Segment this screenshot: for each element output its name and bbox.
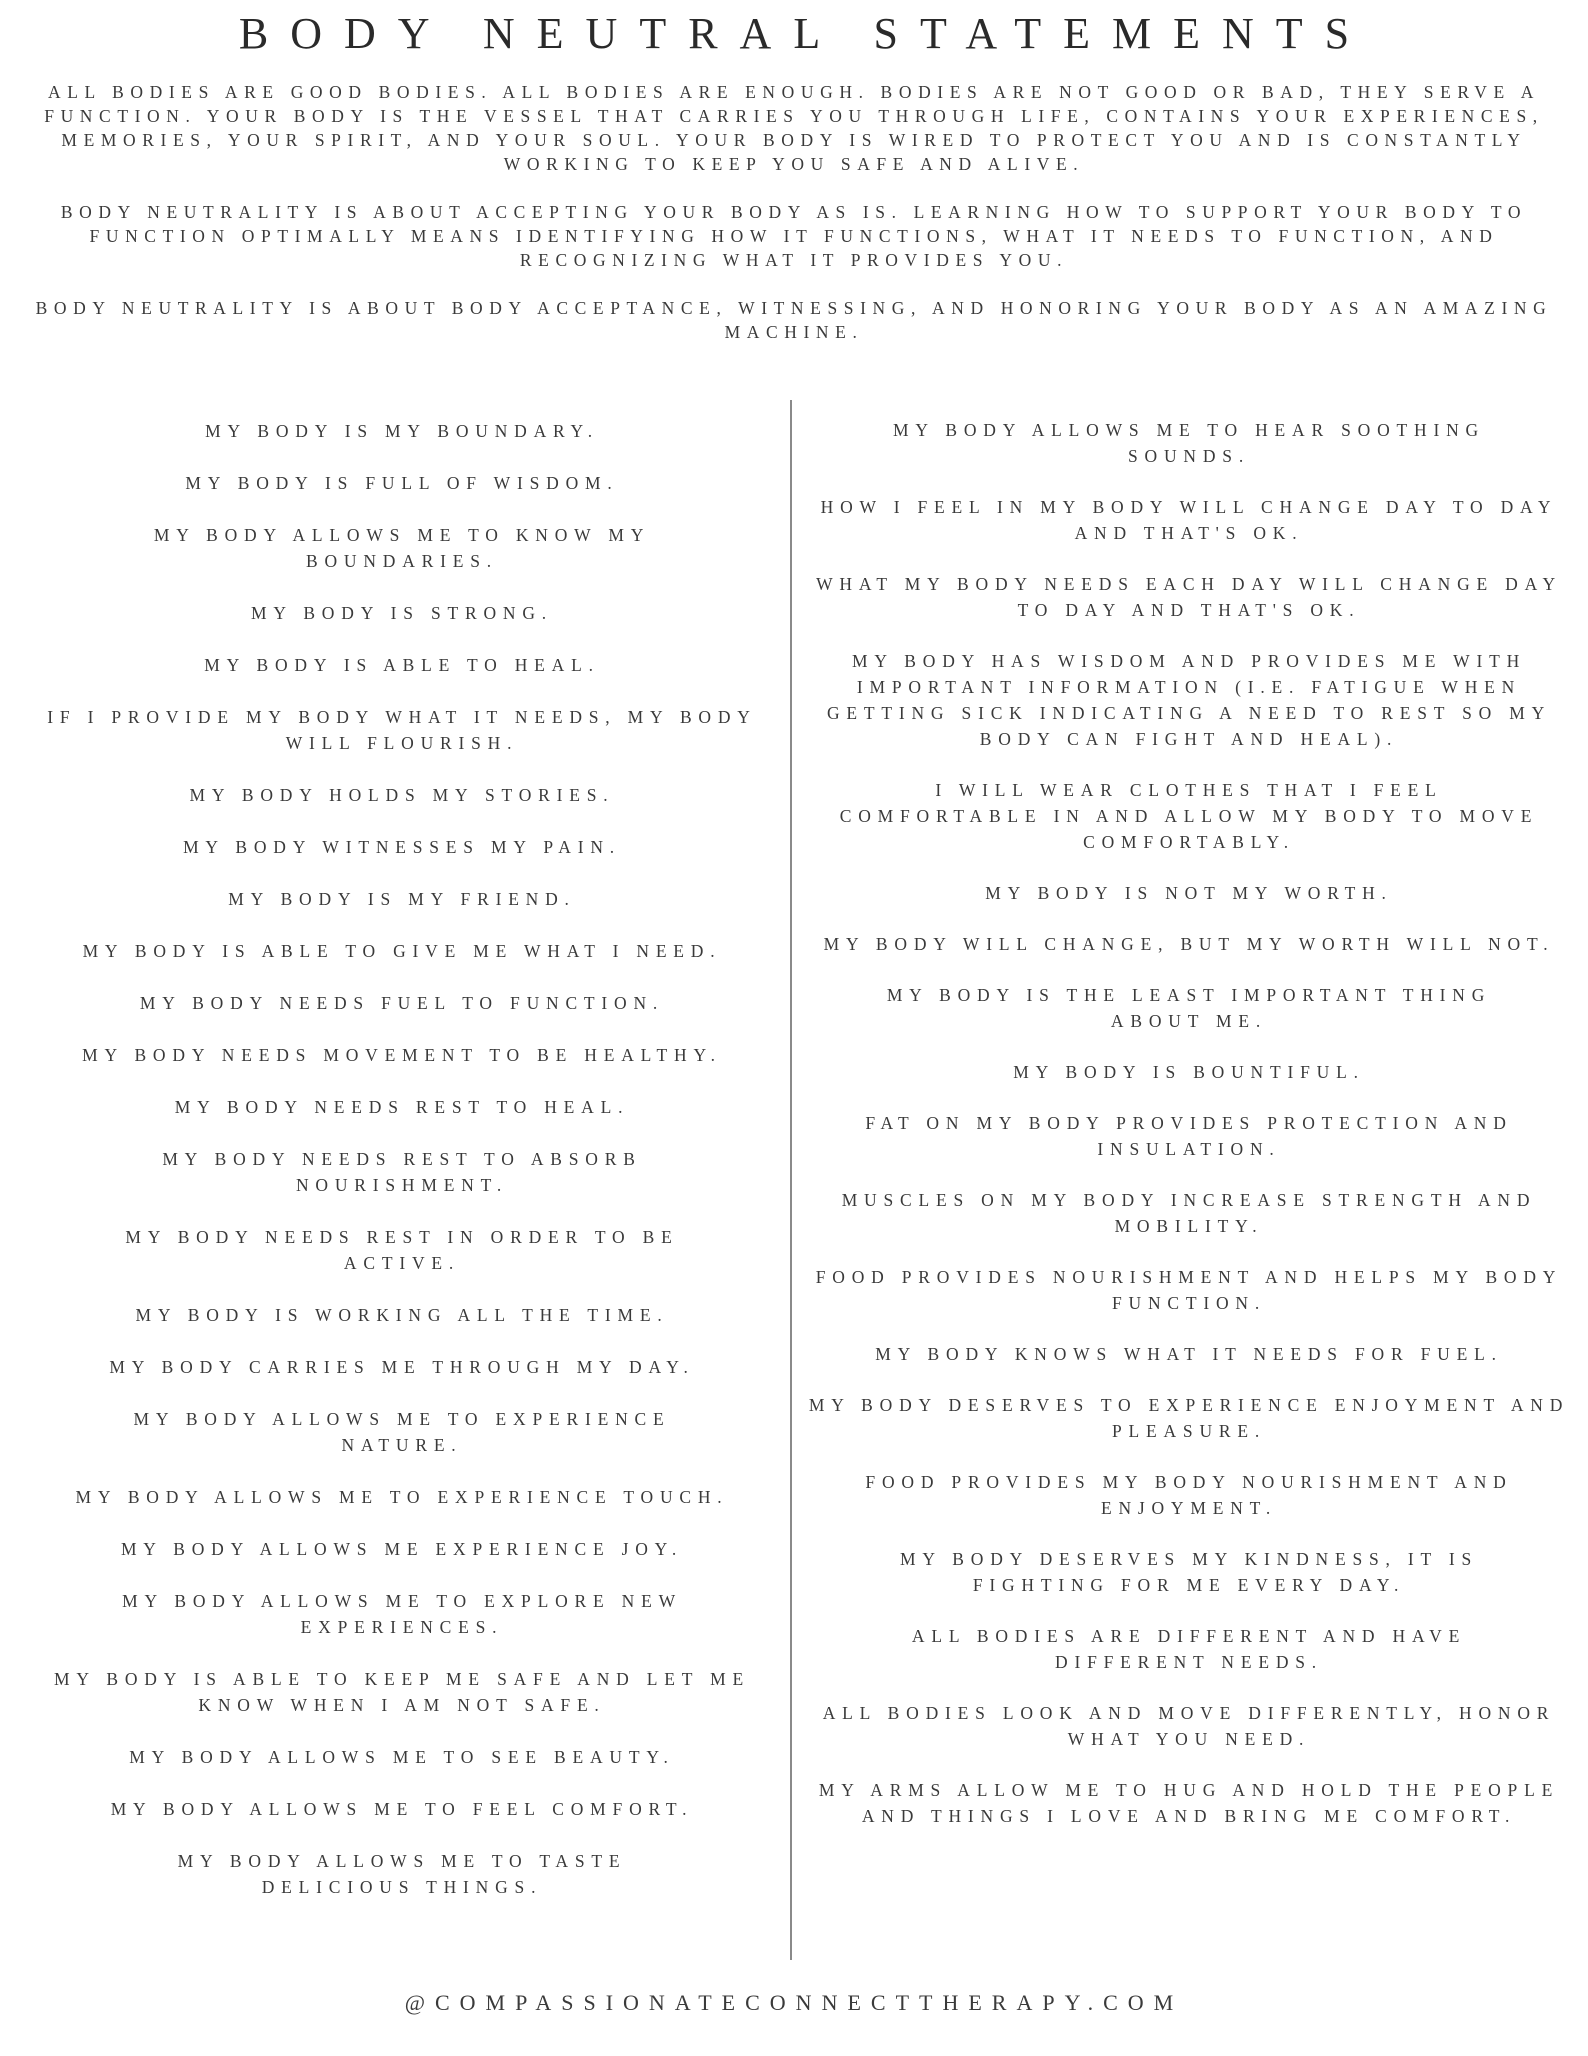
statement: MY BODY ALLOWS ME EXPERIENCE JOY. — [120, 1539, 684, 1559]
right-statements-column — [798, 417, 1580, 1854]
statement: MY BODY ALLOWS ME TO HEAR SOOTHING SOUNDS. — [893, 420, 1485, 466]
statement: MY BODY ALLOWS ME TO SEE BEAUTY. — [129, 1747, 675, 1767]
statement: MY BODY ALLOWS ME TO KNOW MY BOUNDARIES. — [153, 525, 651, 571]
statement: MY BODY IS FULL OF WISDOM. — [185, 473, 619, 493]
statement: MY BODY HAS WISDOM AND PROVIDES ME WITH IMPORTANT INFORMATION (I.E. FATIGUE WHEN GETTING SICK INDICATING A NEED TO REST SO MY BODY CAN FIGHT AND HEAL). — [826, 651, 1552, 749]
statement: MY BODY WITNESSES MY PAIN. — [183, 837, 621, 857]
intro-paragraph: ALL BODIES ARE GOOD BODIES. ALL BODIES ARE ENOUGH. BODIES ARE NOT GOOD OR BAD, THEY SERVE A FUNCTION. YOUR BODY IS THE VESSEL THAT CARRIES YOU THROUGH LIFE, CONTAINS YOUR EXPERIENCES, MEMORIES, YOUR SPIRIT, AND YOUR SOUL. YOUR BODY IS WIRED TO PROTECT YOU AND IS CONSTANTLY WORKING TO KEEP YOU SAFE AND ALIVE. — [44, 82, 1544, 174]
statement: MY BODY IS WORKING ALL THE TIME. — [135, 1305, 669, 1325]
statement: FAT ON MY BODY PROVIDES PROTECTION AND INSULATION. — [865, 1113, 1513, 1159]
statement: MY BODY ALLOWS ME TO EXPLORE NEW EXPERIENCES. — [122, 1591, 682, 1637]
statement: WHAT MY BODY NEEDS EACH DAY WILL CHANGE DAY TO DAY AND THAT'S OK. — [816, 574, 1562, 620]
statement: MY BODY IS MY FRIEND. — [228, 889, 576, 909]
statement: MY BODY IS ABLE TO GIVE ME WHAT I NEED. — [82, 941, 722, 961]
column-divider — [790, 400, 792, 1960]
statement: MY BODY DESERVES TO EXPERIENCE ENJOYMENT AND PLEASURE. — [808, 1395, 1570, 1441]
statement: MY BODY ALLOWS ME TO FEEL COMFORT. — [110, 1799, 694, 1819]
statement: I WILL WEAR CLOTHES THAT I FEEL COMFORTABLE IN AND ALLOW MY BODY TO MOVE COMFORTABLY. — [839, 780, 1539, 852]
statement: MUSCLES ON MY BODY INCREASE STRENGTH AND MOBILITY. — [841, 1190, 1537, 1236]
statement: MY BODY HOLDS MY STORIES. — [189, 785, 615, 805]
statement: ALL BODIES ARE DIFFERENT AND HAVE DIFFERENT NEEDS. — [911, 1626, 1467, 1672]
statement: MY BODY NEEDS MOVEMENT TO BE HEALTHY. — [82, 1045, 722, 1065]
statement: MY BODY KNOWS WHAT IT NEEDS FOR FUEL. — [875, 1344, 1503, 1364]
statement: ALL BODIES LOOK AND MOVE DIFFERENTLY, HONOR WHAT YOU NEED. — [822, 1703, 1556, 1749]
intro-section — [4, 80, 1584, 368]
statement: MY BODY IS NOT MY WORTH. — [985, 883, 1393, 903]
statement: HOW I FEEL IN MY BODY WILL CHANGE DAY TO DAY AND THAT'S OK. — [820, 497, 1558, 543]
statement: FOOD PROVIDES MY BODY NOURISHMENT AND ENJOYMENT. — [865, 1472, 1513, 1518]
statement: MY BODY IS STRONG. — [251, 603, 553, 623]
statement: MY BODY IS MY BOUNDARY. — [205, 421, 599, 441]
statement: MY BODY IS ABLE TO HEAL. — [204, 655, 600, 675]
website-footer: @COMPASSIONATECONNECTTHERAPY.COM — [404, 1990, 1184, 2015]
statement: MY BODY NEEDS REST TO HEAL. — [174, 1097, 630, 1117]
statement: MY BODY ALLOWS ME TO EXPERIENCE TOUCH. — [75, 1487, 729, 1507]
statement: IF I PROVIDE MY BODY WHAT IT NEEDS, MY BODY WILL FLOURISH. — [47, 707, 757, 753]
statement: MY BODY DESERVES MY KINDNESS, IT IS FIGHTING FOR ME EVERY DAY. — [899, 1549, 1479, 1595]
statement: MY BODY NEEDS REST TO ABSORB NOURISHMENT. — [162, 1149, 642, 1195]
statement: MY BODY CARRIES ME THROUGH MY DAY. — [109, 1357, 695, 1377]
statement: MY BODY ALLOWS ME TO TASTE DELICIOUS THINGS. — [177, 1851, 627, 1897]
intro-paragraph: BODY NEUTRALITY IS ABOUT BODY ACCEPTANCE, WITNESSING, AND HONORING YOUR BODY AS AN AMAZING MACHINE. — [35, 298, 1553, 342]
statement: MY BODY IS ABLE TO KEEP ME SAFE AND LET ME KNOW WHEN I AM NOT SAFE. — [54, 1669, 750, 1715]
statement: MY BODY NEEDS FUEL TO FUNCTION. — [139, 993, 665, 1013]
statement: MY BODY WILL CHANGE, BUT MY WORTH WILL NOT. — [823, 934, 1555, 954]
left-statements-column — [22, 418, 782, 1926]
statement: MY BODY ALLOWS ME TO EXPERIENCE NATURE. — [133, 1409, 671, 1455]
statement: FOOD PROVIDES NOURISHMENT AND HELPS MY BODY FUNCTION. — [815, 1267, 1563, 1313]
statement: MY BODY IS THE LEAST IMPORTANT THING ABOUT ME. — [886, 985, 1492, 1031]
page-title: BODY NEUTRAL STATEMENTS — [238, 9, 1372, 58]
statement: MY BODY IS BOUNTIFUL. — [1013, 1062, 1365, 1082]
intro-paragraph: BODY NEUTRALITY IS ABOUT ACCEPTING YOUR BODY AS IS. LEARNING HOW TO SUPPORT YOUR BODY TO FUNCTION OPTIMALLY MEANS IDENTIFYING HOW IT FUNCTIONS, WHAT IT NEEDS TO FUNCTION, AND RECOGNIZING WHAT IT PROVIDES YOU. — [60, 202, 1528, 270]
statement: MY ARMS ALLOW ME TO HUG AND HOLD THE PEOPLE AND THINGS I LOVE AND BRING ME COMFORT. — [818, 1780, 1560, 1826]
statement: MY BODY NEEDS REST IN ORDER TO BE ACTIVE. — [125, 1227, 679, 1273]
